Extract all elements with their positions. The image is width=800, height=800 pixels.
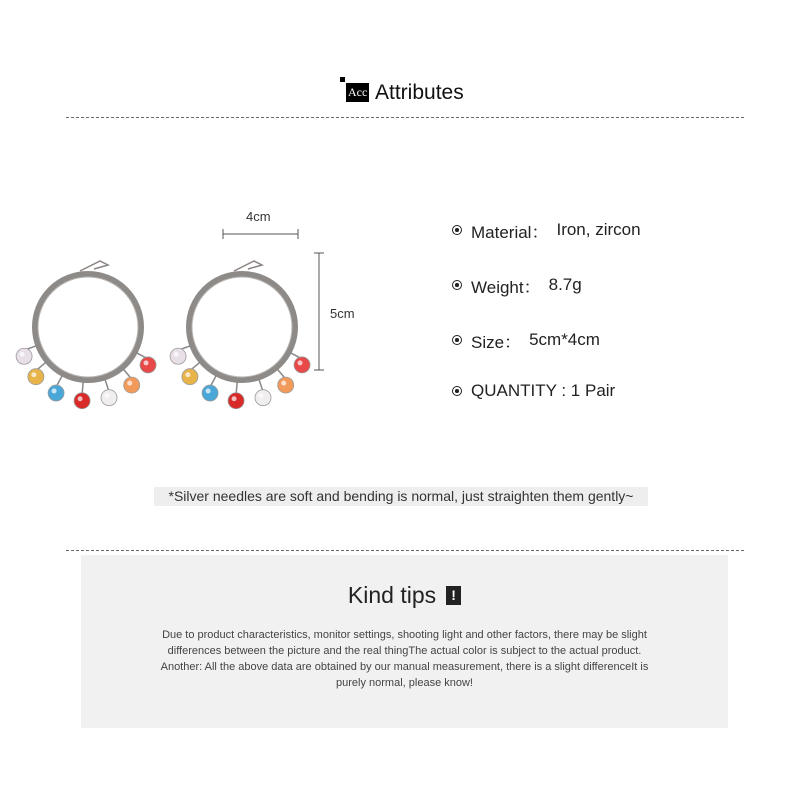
top-divider	[66, 117, 744, 118]
tips-line: purely normal, please know!	[336, 677, 473, 689]
attr-material	[452, 218, 641, 242]
bullet-icon	[452, 386, 462, 396]
hoop-ring	[35, 274, 141, 380]
attr-quantity	[452, 379, 615, 403]
zircon-stone	[278, 377, 294, 393]
kind-tips-title: Kind tips	[347, 582, 437, 608]
product-image	[0, 195, 440, 425]
zircon-stone	[48, 385, 64, 401]
zircon-stone	[228, 393, 244, 409]
zircon-stone	[255, 390, 271, 406]
exclamation-icon: !	[446, 586, 461, 605]
attr-weight-label: Weight：	[471, 277, 541, 297]
attr-weight-value: 8.7g	[548, 275, 582, 294]
hook-wire	[80, 261, 108, 271]
height-dimension	[314, 253, 324, 370]
page-title: Attributes	[375, 81, 464, 104]
earring-left	[16, 261, 156, 409]
care-note: *Silver needles are soft and bending is normal, just straighten them gently~	[154, 487, 648, 506]
width-dimension	[223, 229, 298, 239]
attr-size-label: Size：	[471, 332, 522, 352]
zircon-stone	[294, 357, 310, 373]
kind-tips-box	[81, 555, 728, 728]
zircon-stone	[101, 390, 117, 406]
zircon-stone	[140, 357, 156, 373]
tips-line: Another: All the above data are obtained by our manual measurement, there is a slight differenceIt is	[160, 661, 649, 673]
earring-right	[170, 261, 310, 409]
zircon-stone	[124, 377, 140, 393]
attr-size-value: 5cm*4cm	[529, 330, 600, 349]
bullet-icon	[452, 335, 462, 345]
zircon-stone	[74, 393, 90, 409]
middle-divider	[66, 550, 744, 551]
height-label: 5cm	[330, 306, 355, 321]
attr-material-value: Iron, zircon	[556, 220, 641, 239]
attr-quantity-label: QUANTITY : 1 Pair	[471, 381, 616, 400]
attr-material-label: Material：	[471, 222, 549, 242]
tips-line: Due to product characteristics, monitor settings, shooting light and other factors, there may be slight	[162, 629, 647, 641]
zircon-stone	[182, 369, 198, 385]
bullet-icon	[452, 280, 462, 290]
kind-tips-heading	[81, 580, 728, 610]
zircon-stone	[16, 348, 32, 364]
header-dot	[340, 77, 345, 82]
zircon-stone	[28, 369, 44, 385]
zircon-stone	[170, 348, 186, 364]
width-label: 4cm	[246, 209, 271, 224]
bullet-icon	[452, 225, 462, 235]
kind-tips-text	[111, 627, 698, 691]
zircon-stone	[202, 385, 218, 401]
attr-size	[452, 328, 600, 352]
earrings-illustration	[0, 195, 440, 425]
header-badge: Acc	[346, 83, 369, 102]
attr-weight	[452, 273, 582, 297]
tips-line: differences between the picture and the real thingThe actual color is subject to the actual product.	[167, 645, 642, 657]
hoop-ring	[189, 274, 295, 380]
hook-wire	[234, 261, 262, 271]
